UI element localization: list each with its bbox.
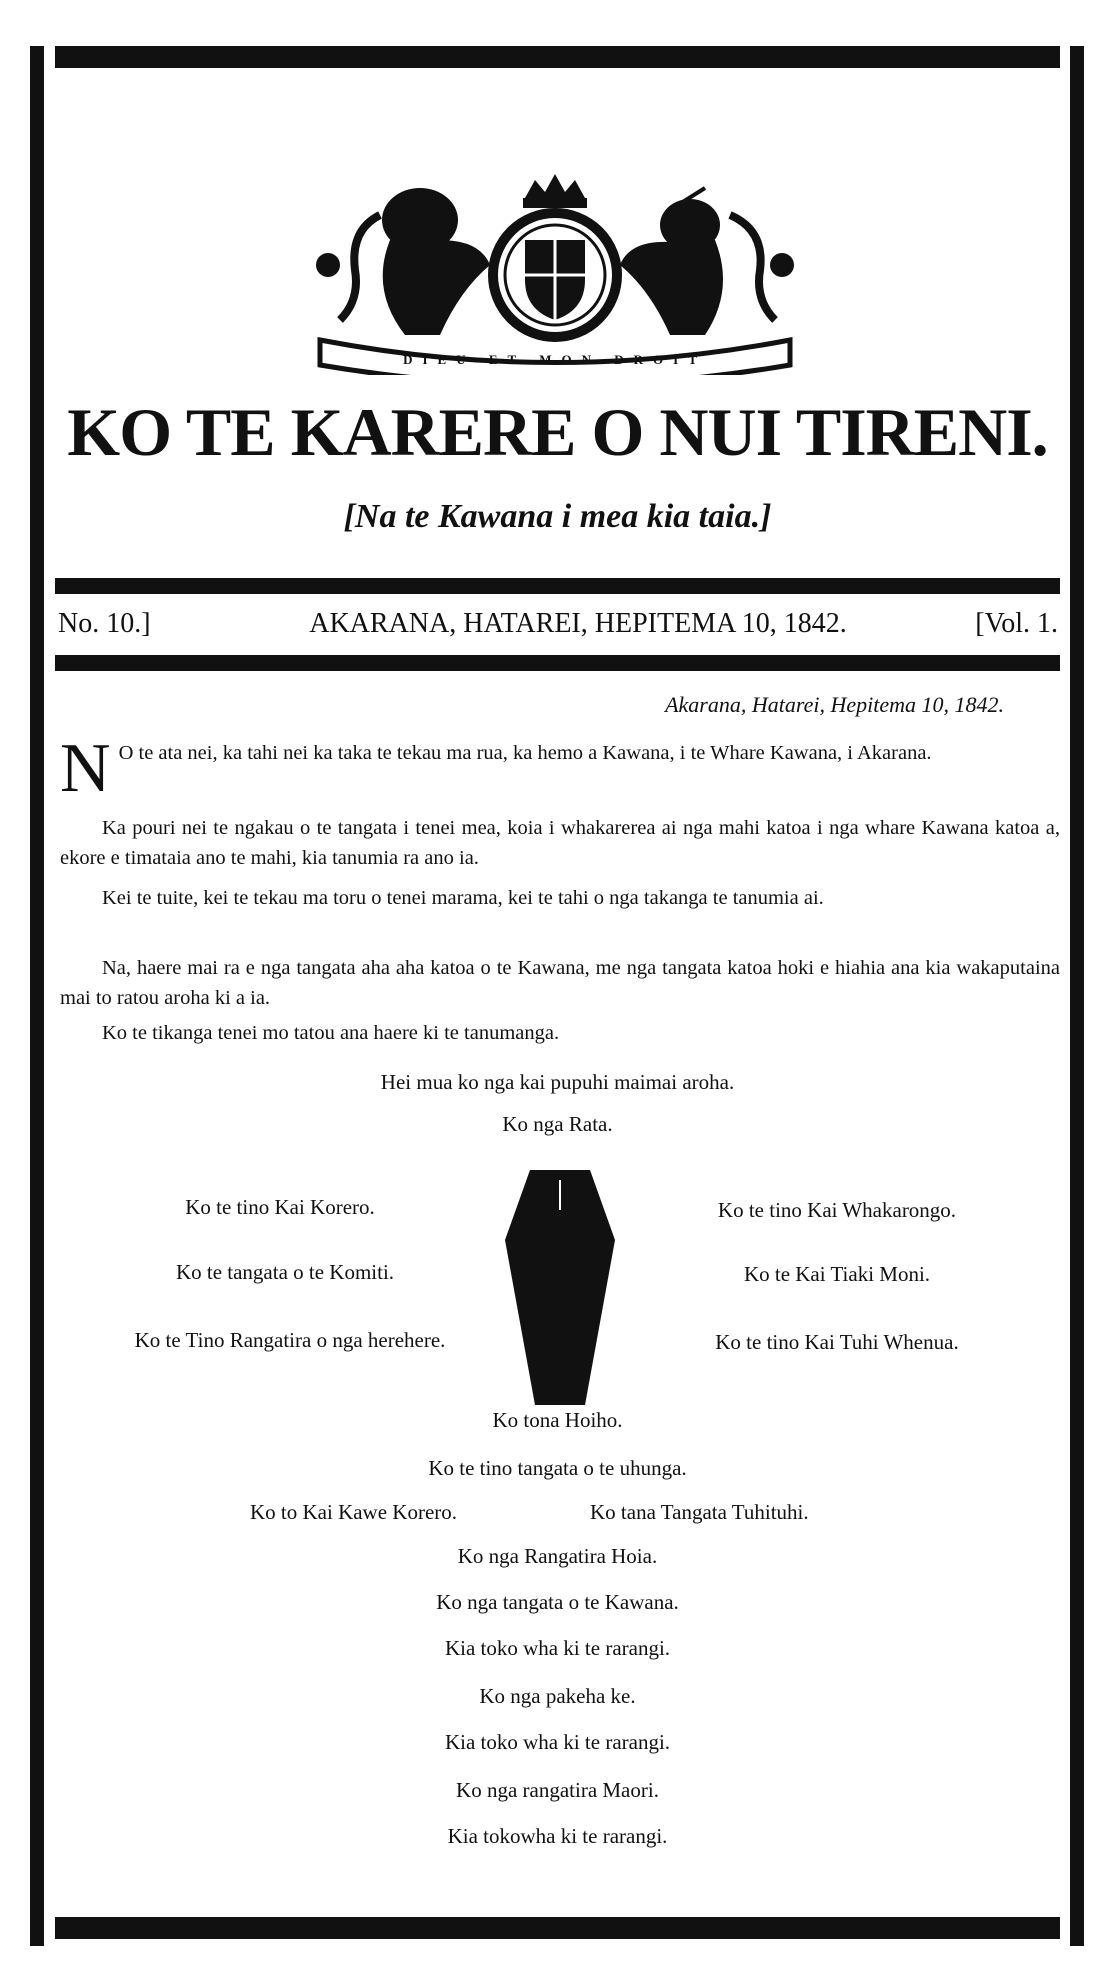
- header-rule-lower: [55, 655, 1060, 671]
- issue-volume: [Vol. 1.: [975, 608, 1058, 639]
- article-paragraph-3: Kei te tuite, kei te tekau ma toru o tenei marama, kei te tahi o nga takanga te tanumia ai.: [102, 887, 824, 909]
- procession-left-3: Ko te Tino Rangatira o nga herehere.: [134, 1328, 446, 1352]
- crest-motto: DIEU ET MON DROIT: [403, 352, 707, 367]
- procession-firing-party: Hei mua ko nga kai pupuhi maimai aroha.: [380, 1070, 735, 1094]
- issue-place-date: AKARANA, HATAREI, HEPITEMA 10, 1842.: [309, 608, 847, 639]
- article-paragraph-4: Na, haere mai ra e nga tangata aha aha katoa o te Kawana, me nga tangata katoa hoki e hiahia ana kia wakaputaina mai to ratou aroha ki a ia.: [60, 957, 1060, 1009]
- newspaper-title: KO TE KARERE O NUI TIRENI.: [67, 394, 1048, 470]
- procession-maori: Ko nga rangatira Maori.: [456, 1778, 659, 1802]
- procession-military: Ko nga Rangatira Hoia.: [457, 1544, 658, 1568]
- shield-icon: [493, 213, 617, 337]
- article-paragraph-1: [60, 730, 1060, 807]
- issue-line: [58, 608, 1058, 648]
- procession-govt-men: Ko nga tangata o te Kawana.: [436, 1590, 679, 1614]
- procession-rows-b: Kia toko wha ki te rarangi.: [444, 1730, 671, 1754]
- issue-number: No. 10.]: [58, 608, 151, 639]
- procession-pakeha: Ko nga pakeha ke.: [479, 1684, 636, 1708]
- page-border-right: [1070, 46, 1084, 1946]
- bottom-border-rule: [55, 1917, 1060, 1939]
- procession-right-3: Ko te tino Kai Tuhi Whenua.: [715, 1330, 959, 1354]
- article-dateline: Akarana, Hatarei, Hepitema 10, 1842.: [665, 692, 1004, 717]
- top-border-rule: [55, 46, 1060, 68]
- procession-right-2: Ko te Kai Tiaki Moni.: [743, 1262, 931, 1286]
- article-paragraph-2: Ka pouri nei te ngakau o te tangata i tenei mea, koia i whakarerea ai nga mahi katoa i nga whare Kawana katoa a, ekore e timataia ano te mahi, kia tanumia ra ano ia.: [60, 817, 1060, 869]
- procession-rows-c: Kia tokowha ki te rarangi.: [447, 1824, 668, 1848]
- page-border-left: [30, 46, 44, 1946]
- unicorn-icon: [620, 188, 775, 335]
- lion-icon: [340, 188, 490, 335]
- procession-horse: Ko tona Hoiho.: [492, 1408, 623, 1432]
- procession-left-2: Ko te tangata o te Komiti.: [175, 1260, 395, 1284]
- article-paragraph-5: Ko te tikanga tenei mo tatou ana haere ki te tanumanga.: [102, 1022, 560, 1044]
- coffin-icon: [505, 1170, 615, 1405]
- procession-right-1: Ko te tino Kai Whakarongo.: [717, 1198, 957, 1222]
- newspaper-subtitle: [Na te Kawana i mea kia taia.]: [343, 498, 772, 535]
- procession-chief-mourner: Ko te tino tangata o te uhunga.: [428, 1456, 687, 1480]
- procession-messenger: Ko to Kai Kawe Korero.: [250, 1500, 458, 1524]
- drop-cap: N: [60, 730, 111, 807]
- paragraph-1-text: O te ata nei, ka tahi nei ka taka te tekau ma rua, ka hemo a Kawana, i te Whare Kawana, i Akarana.: [118, 742, 932, 764]
- header-rule-upper: [55, 578, 1060, 594]
- procession-doctors: Ko nga Rata.: [502, 1112, 613, 1136]
- royal-coat-of-arms: [310, 170, 800, 375]
- crown-icon: [523, 174, 587, 208]
- procession-rows-a: Kia toko wha ki te rarangi.: [444, 1636, 671, 1660]
- procession-secretary: Ko tana Tangata Tuhituhi.: [590, 1500, 809, 1524]
- procession-left-1: Ko te tino Kai Korero.: [185, 1195, 375, 1219]
